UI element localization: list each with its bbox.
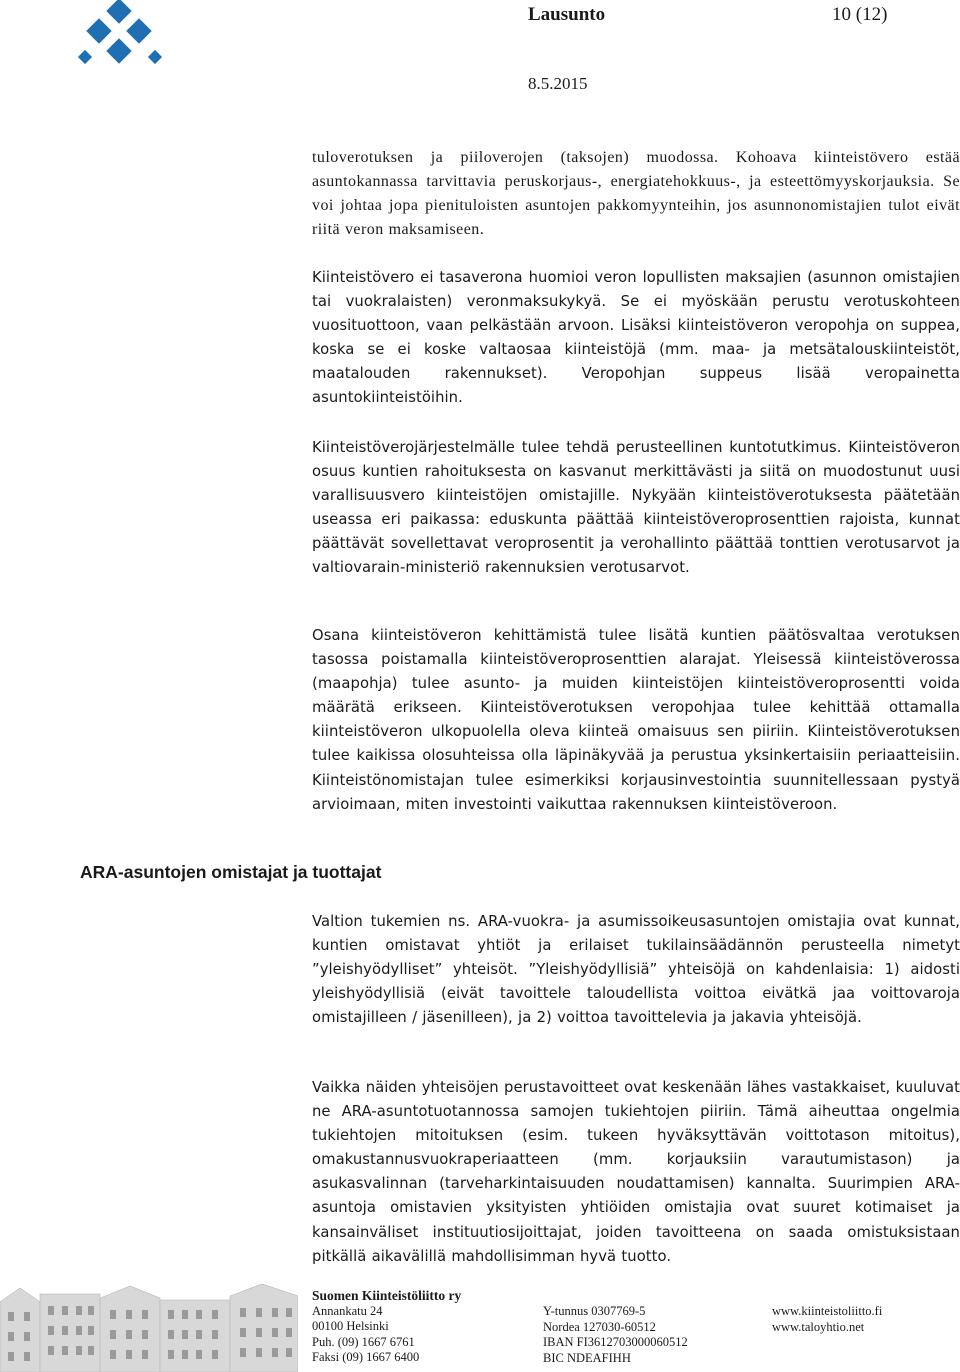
footer-ids xyxy=(543,1304,688,1366)
footer-contact xyxy=(312,1288,461,1366)
document-date: 8.5.2015 xyxy=(528,74,588,93)
footer-address-line: 00100 Helsinki xyxy=(312,1319,389,1334)
paragraph-4: Osana kiinteistöveron kehittämistä tulee lisätä kuntien päätösvaltaa verotuksen tasossa poistamalla kiinteistöveroprosenttien alarajat. Yleisessä kiinteistöverossa (maapohja) tulee asunto- ja muiden kiinteistöjen kiinteistöveroprosentti voida määrätä erikseen. Kiinteistöverotuksen veropohjaa tulee kehittää ottamalla kiinteistöveron ulkopuolella oleva kiinteä omaisuus sen piiriin. Kiinteistöverotuksen tulee kaikissa olosuhteissa olla läpinäkyvää ja perustua yksinkertaisiin periaatteisiin. Kiinteistönomistajan tulee esimerkiksi korjausinvestointia suunnitellessaan pystyä arvioimaan, miten investointi vaikuttaa rakennuksen kiinteistöveroon. xyxy=(312,627,960,813)
footer-bank-account: Nordea 127030-60512 xyxy=(543,1319,656,1334)
footer-phone: Puh. (09) 1667 6761 xyxy=(312,1334,415,1349)
paragraph-2: Kiinteistövero ei tasaverona huomioi veron lopullisten maksajien (asunnon omistajien tai vuokralaisten) veronmaksukykyä. Se ei myöskään perustu verotuskohteen vuosituottoon, vaan pelkästään arvoon. Lisäksi kiinteistöveron veropohja on suppea, koska se ei koske valtaosaa kiinteistöjä (mm. maa- ja metsätalouskiinteistöt, maatalouden rakennukset). Veropohjan suppeus lisää veropainetta asuntokiinteistöihin. xyxy=(312,269,960,407)
footer-bic: BIC NDEAFIHH xyxy=(543,1350,631,1365)
footer-web xyxy=(772,1304,882,1335)
section-heading-ara: ARA-asuntojen omistajat ja tuottajat xyxy=(80,862,382,882)
footer-address-line: Annankatu 24 xyxy=(312,1303,383,1318)
page-number: 10 (12) xyxy=(832,4,888,25)
paragraph-6: Vaikka näiden yhteisöjen perustavoitteet ovat keskenään lähes vastakkaiset, kuuluvat ne ARA-asuntotuotannossa samojen tukiehtojen piiriin. Tämä aiheuttaa ongelmia tukiehtojen mitoituksen (esim. tukeen hyväksyttävän voittotason mitoitus), omakustannusvuokraperiaatteen (mm. korjauksiin varautumistason) ja asukasvalinnan (tarveharkintaisuuden noudattamisen) kannalta. Suurimpien ARA-asuntoja omistavien yksityisten yhtiöiden omistajia ovat suuret kotimaiset ja kansainväliset instituutiosijoittajat, joiden tavoitteena on saada omistuksistaan pitkällä aikavälillä mahdollisimman hyvä tuotto. xyxy=(312,1079,960,1265)
footer-iban: IBAN FI3612703000060512 xyxy=(543,1335,688,1350)
footer-fax: Faksi (09) 1667 6400 xyxy=(312,1350,420,1365)
footer-business-id: Y-tunnus 0307769-5 xyxy=(543,1304,646,1318)
document-type: Lausunto xyxy=(528,4,606,25)
footer-link-kiinteistoliitto[interactable]: www.kiinteistoliitto.fi xyxy=(772,1304,883,1318)
paragraph-5: Valtion tukemien ns. ARA-vuokra- ja asumissoikeusasuntojen omistajia ovat kunnat, kuntien omistavat yhtiöt ja erilaiset tukilainsäädännön perusteella nimetyt ”yleishyödylliset” yhteisöt. ”Yleishyödyllisiä” yhteisöjä on kahdenlaisia: 1) aidosti yleishyödyllisiä (eivät tavoittele taloudellista voittoa eivätkä jaa voittovaroja omistajilleen / jäsenilleen), ja 2) voittoa tavoittelevia ja jakavia yhteisöjä. xyxy=(312,913,960,1027)
footer-org-name: Suomen Kiinteistöliitto ry xyxy=(312,1288,462,1303)
paragraph-3: Kiinteistöverojärjestelmälle tulee tehdä perusteellinen kuntotutkimus. Kiinteistöveron osuus kuntien rahoituksesta on kasvanut merkittävästi ja siitä on muodostunut uusi varallisuusvero kiinteistöjen omistajille. Nykyään kiinteistöverotuksesta päätetään useassa eri paikassa: eduskunta päättää kiinteistöveroprosenttien rajoista, kunnat päättävät sovellettavat veroprosentit ja verohallinto päättää tonttien verotusarvot ja valtiovarain-ministeriö rakennuksien verotusarvot. xyxy=(312,439,960,577)
footer-link-taloyhtio[interactable]: www.taloyhtio.net xyxy=(772,1319,865,1334)
kiinteistoliitto-logo xyxy=(74,0,172,76)
building-illustration xyxy=(0,1282,298,1372)
paragraph-1: tuloverotuksen ja piiloverojen (taksojen) muodossa. Kohoava kiinteistövero estää asuntokannassa tarvittavia peruskorjaus-, energiatehokkuus-, ja esteettömyyskorjauksia. Se voi johtaa jopa pienituloisten asuntojen pakkomyynteihin, jos asunnonomistajien tulot eivät riitä veron maksamiseen. xyxy=(312,149,960,239)
